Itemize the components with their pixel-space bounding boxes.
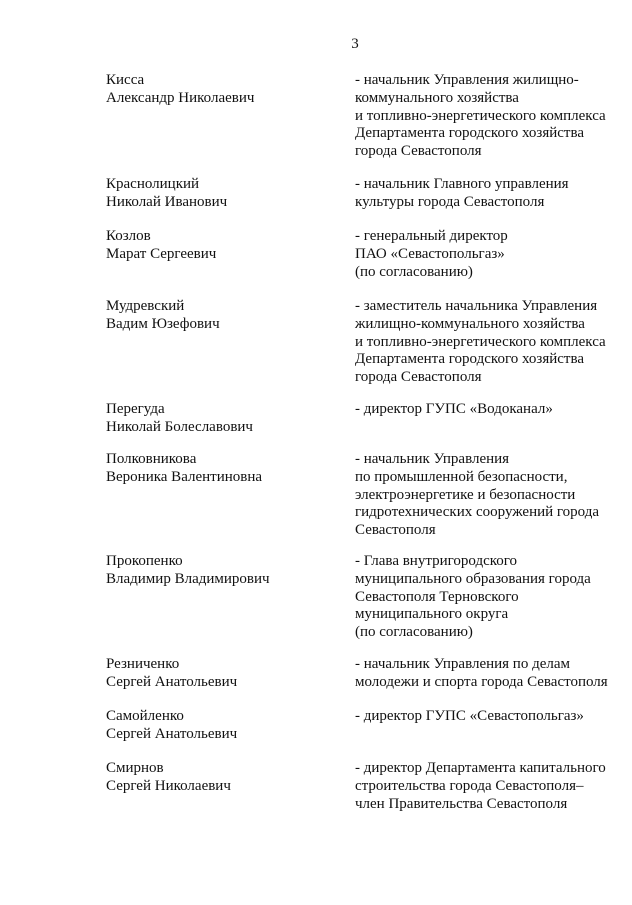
role-line: и топливно-энергетического комплекса bbox=[355, 107, 606, 124]
member-given-name: Владимир Владимирович bbox=[106, 570, 270, 587]
member-name bbox=[106, 656, 336, 692]
member-surname: Полковникова bbox=[106, 451, 197, 467]
role-line: - начальник Управления bbox=[355, 451, 510, 467]
member-surname: Резниченко bbox=[106, 656, 180, 672]
role-line: молодежи и спорта города Севастополя bbox=[355, 673, 608, 690]
role-line: Департамента городского хозяйства bbox=[355, 351, 585, 368]
member-role bbox=[355, 228, 625, 281]
role-line: Департамента городского хозяйства bbox=[355, 125, 585, 142]
member-role bbox=[355, 72, 625, 161]
member-given-name: Вероника Валентиновна bbox=[106, 468, 263, 485]
member-surname: Краснолицкий bbox=[106, 176, 200, 192]
member-role bbox=[355, 298, 625, 387]
role-line: Севастополя bbox=[355, 522, 436, 539]
role-line: - генеральный директор bbox=[355, 228, 508, 244]
role-line: города Севастополя bbox=[355, 143, 482, 160]
member-surname: Мудревский bbox=[106, 298, 185, 314]
role-line: Севастополя Терновского bbox=[355, 588, 519, 605]
member-surname: Перегуда bbox=[106, 401, 165, 417]
role-line: муниципального образования города bbox=[355, 570, 591, 587]
role-line: электроэнергетике и безопасности bbox=[355, 486, 576, 503]
role-line: ПАО «Севастопольгаз» bbox=[355, 245, 505, 262]
member-role bbox=[355, 760, 625, 813]
member-surname: Самойленко bbox=[106, 708, 184, 724]
member-role bbox=[355, 553, 625, 642]
role-line: коммунального хозяйства bbox=[355, 89, 519, 106]
role-line: города Севастополя bbox=[355, 369, 482, 386]
role-line: - начальник Управления жилищно- bbox=[355, 72, 579, 88]
member-name bbox=[106, 298, 336, 334]
member-role bbox=[355, 176, 625, 212]
role-line: - заместитель начальника Управления bbox=[355, 298, 598, 314]
member-given-name: Марат Сергеевич bbox=[106, 245, 217, 262]
role-line: культуры города Севастополя bbox=[355, 193, 545, 210]
member-given-name: Сергей Николаевич bbox=[106, 777, 231, 794]
role-line: - Глава внутригородского bbox=[355, 553, 518, 569]
member-name bbox=[106, 760, 336, 796]
member-name bbox=[106, 553, 336, 589]
member-given-name: Сергей Анатольевич bbox=[106, 673, 238, 690]
role-line: - директор Департамента капитального bbox=[355, 760, 606, 776]
member-role bbox=[355, 656, 625, 692]
member-given-name: Александр Николаевич bbox=[106, 89, 255, 106]
role-line: - директор ГУПС «Севастопольгаз» bbox=[355, 708, 584, 724]
member-surname: Козлов bbox=[106, 228, 151, 244]
role-line: жилищно-коммунального хозяйства bbox=[355, 315, 585, 332]
role-line: муниципального округа bbox=[355, 606, 509, 623]
member-name bbox=[106, 708, 336, 744]
member-surname: Прокопенко bbox=[106, 553, 183, 569]
member-given-name: Николай Болеславович bbox=[106, 418, 253, 435]
member-surname: Кисса bbox=[106, 72, 145, 88]
member-given-name: Николай Иванович bbox=[106, 193, 228, 210]
member-name bbox=[106, 451, 336, 487]
member-given-name: Сергей Анатольевич bbox=[106, 725, 238, 742]
role-line: (по согласованию) bbox=[355, 624, 473, 641]
role-line: гидротехнических сооружений города bbox=[355, 504, 600, 521]
member-name bbox=[106, 228, 336, 264]
role-line: (по согласованию) bbox=[355, 263, 473, 280]
member-name bbox=[106, 401, 336, 437]
role-line: и топливно-энергетического комплекса bbox=[355, 333, 606, 350]
role-line: строительства города Севастополя– bbox=[355, 777, 584, 794]
page-number: 3 bbox=[351, 36, 359, 52]
member-role bbox=[355, 708, 625, 726]
role-line: - директор ГУПС «Водоканал» bbox=[355, 401, 553, 417]
member-name bbox=[106, 72, 336, 108]
member-role bbox=[355, 401, 625, 419]
member-given-name: Вадим Юзефович bbox=[106, 315, 220, 332]
member-name bbox=[106, 176, 336, 212]
role-line: член Правительства Севастополя bbox=[355, 795, 568, 812]
role-line: - начальник Главного управления bbox=[355, 176, 569, 192]
member-role bbox=[355, 451, 625, 540]
role-line: по промышленной безопасности, bbox=[355, 468, 568, 485]
member-surname: Смирнов bbox=[106, 760, 164, 776]
role-line: - начальник Управления по делам bbox=[355, 656, 571, 672]
